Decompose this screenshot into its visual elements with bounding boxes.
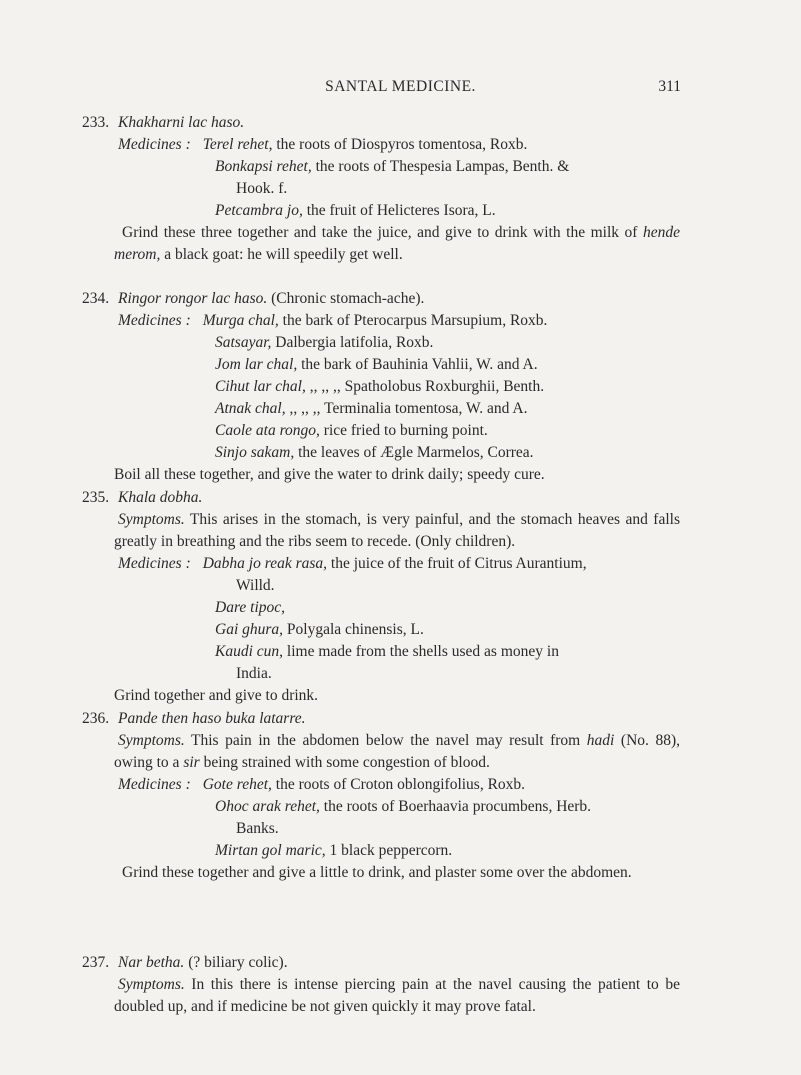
ingredient-desc: the fruit of Helicteres Isora, L. xyxy=(302,202,496,219)
ingredient-name: Murga chal, xyxy=(202,312,279,329)
ingredient-continuation: Hook. f. xyxy=(236,180,288,197)
symptoms-text: In this there is intense piercing pain at the navel causing the patient to be doubled up, and if medicine be not given quickly it may prove fatal. xyxy=(114,976,680,1015)
ingredient-name: hende merom, xyxy=(114,224,681,263)
entry-233 xyxy=(82,112,680,266)
ingredient-desc: ,, ,, ,, Spatholobus Roxburghii, Benth. xyxy=(305,378,545,395)
ingredient-name: Jom lar chal, xyxy=(215,356,298,373)
ingredient-desc: Dalbergia latifolia, Roxb. xyxy=(271,334,434,351)
term-sir: sir xyxy=(183,754,200,771)
entry-number: 234. xyxy=(82,290,110,307)
symptoms-label: Symptoms. xyxy=(118,976,185,993)
symptoms-paragraph xyxy=(114,974,680,1018)
entry-236 xyxy=(82,708,680,884)
entry-title: Khala dobha. xyxy=(118,489,203,506)
entry-237 xyxy=(82,952,680,1018)
ingredient-name: Gote rehet, xyxy=(202,776,272,793)
entry-title-note: (Chronic stomach-ache). xyxy=(267,290,425,307)
ingredient-desc: the bark of Bauhinia Vahlii, W. and A. xyxy=(297,356,538,373)
instructions: Grind together and give to drink. xyxy=(114,687,319,704)
ingredient-name: Bonkapsi rehet, xyxy=(215,158,312,175)
ingredient-desc: the bark of Pterocarpus Marsupium, Roxb. xyxy=(278,312,548,329)
page-number: 311 xyxy=(658,78,681,95)
ingredient-continuation: Willd. xyxy=(236,577,275,594)
ingredient-name: Petcambra jo, xyxy=(215,202,303,219)
ingredient-name: Satsayar, xyxy=(215,334,272,351)
ingredient-name: Atnak chal, xyxy=(215,400,286,417)
ingredient-continuation: Banks. xyxy=(236,820,279,837)
ingredient-name: Dabha jo reak rasa, xyxy=(202,555,328,572)
ingredient-name: Kaudi cun, xyxy=(215,643,284,660)
ingredient-desc: ,, ,, ,, Terminalia tomentosa, W. and A. xyxy=(285,400,528,417)
ingredient-desc: the roots of Boerhaavia procumbens, Herb. xyxy=(319,798,592,815)
medicines-label: Medicines : xyxy=(118,555,191,572)
instructions: Boil all these together, and give the water to drink daily; speedy cure. xyxy=(114,466,545,483)
instructions: Grind these three together and take the juice, and give to drink with the milk of hende merom, a black goat: he will speedily get well. xyxy=(114,224,681,263)
ingredient-desc: the roots of Croton oblongifolius, Roxb. xyxy=(271,776,526,793)
ingredient-desc: the roots of Thespesia Lampas, Benth. & xyxy=(311,158,570,175)
ingredient-name: Mirtan gol maric, xyxy=(215,842,326,859)
ingredient-desc: the juice of the fruit of Citrus Aurantium, xyxy=(327,555,587,572)
symptoms-paragraph xyxy=(114,509,680,553)
entry-title: Pande then haso buka latarre. xyxy=(118,710,306,727)
ingredient-name: Caole ata rongo, xyxy=(215,422,320,439)
entry-234 xyxy=(82,288,680,486)
ingredient-desc: lime made from the shells used as money in xyxy=(283,643,559,660)
ingredient-name: Gai ghura, xyxy=(215,621,284,638)
entry-title-note: (? biliary colic). xyxy=(184,954,288,971)
ingredient-name: Dare tipoc, xyxy=(215,599,286,616)
ingredient-desc: 1 black peppercorn. xyxy=(325,842,453,859)
symptoms-text: This arises in the stomach, is very painful, and the stomach heaves and falls greatly in breathing and the ribs seem to recede. (Only children). xyxy=(114,511,680,550)
ingredient-desc: the roots of Diospyros tomentosa, Roxb. xyxy=(272,136,528,153)
entry-title: Nar betha. xyxy=(118,954,185,971)
symptoms-label: Symptoms. xyxy=(118,511,185,528)
ingredient-desc: Polygala chinensis, L. xyxy=(283,621,424,638)
ingredient-desc: the leaves of Ægle Marmelos, Correa. xyxy=(294,444,534,461)
symptoms-label: Symptoms. xyxy=(118,732,185,749)
entry-number: 233. xyxy=(82,114,110,131)
entry-235 xyxy=(82,487,680,707)
ingredient-name: Cihut lar chal, xyxy=(215,378,306,395)
entry-number: 236. xyxy=(82,710,110,727)
ingredient-name: Ohoc arak rehet, xyxy=(215,798,320,815)
entry-title: Khakharni lac haso. xyxy=(118,114,245,131)
symptoms-paragraph: Symptoms. This pain in the abdomen below the navel may result from hadi (No. 88), owing to a sir being strained with some congestion of blood. xyxy=(114,732,680,771)
entry-number: 237. xyxy=(82,954,110,971)
running-title: SANTAL MEDICINE. xyxy=(325,78,476,95)
medicines-label: Medicines : xyxy=(118,136,191,153)
ingredient-desc: rice fried to burning point. xyxy=(319,422,488,439)
instructions: Grind these together and give a little to drink, and plaster some over the abdomen. xyxy=(122,864,632,881)
entry-number: 235. xyxy=(82,489,110,506)
ingredient-continuation: India. xyxy=(236,665,272,682)
medicines-label: Medicines : xyxy=(118,776,191,793)
term-hadi: hadi xyxy=(586,732,615,749)
ingredient-name: Terel rehet, xyxy=(202,136,273,153)
ingredient-name: Sinjo sakam, xyxy=(215,444,295,461)
entry-title: Ringor rongor lac haso. xyxy=(118,290,268,307)
medicines-label: Medicines : xyxy=(118,312,191,329)
